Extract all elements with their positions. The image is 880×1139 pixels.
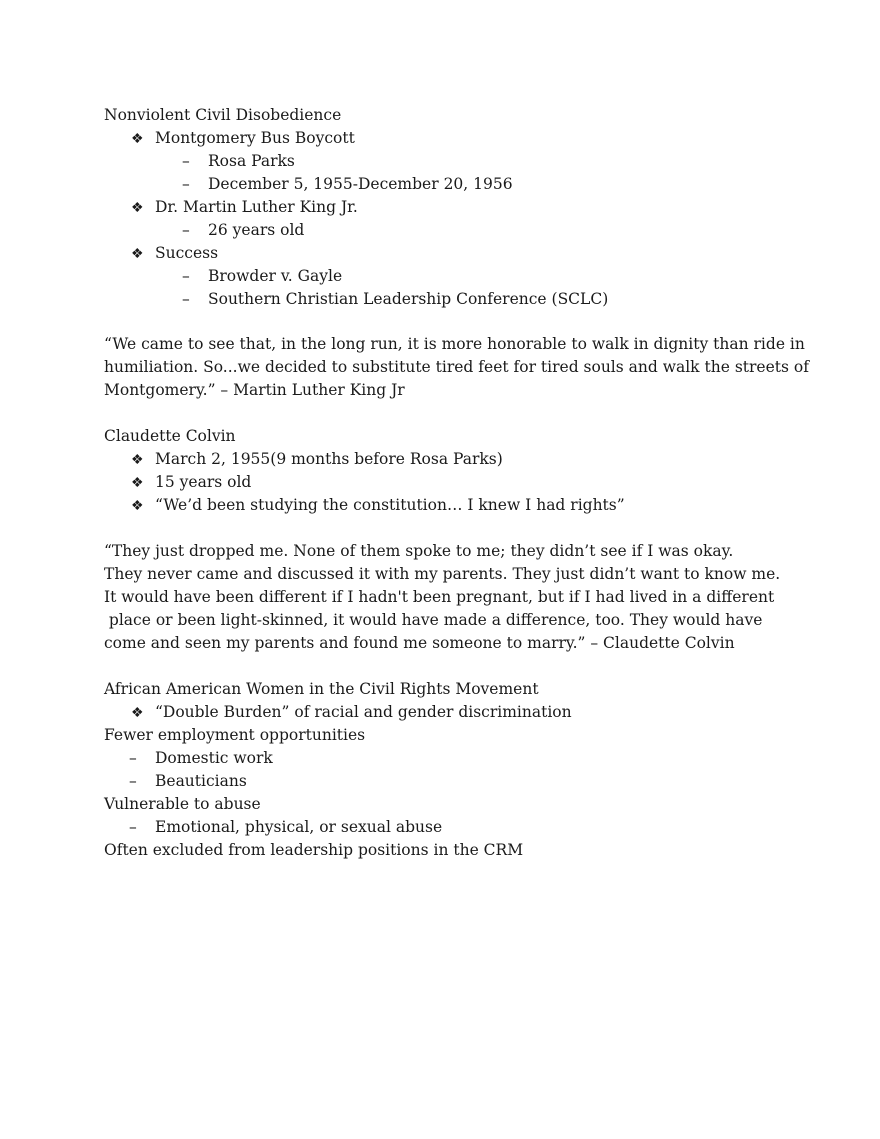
bullet-label: Montgomery Bus Boycott	[155, 129, 355, 147]
quote-line: They never came and discussed it with my parents. They just didn’t want to know me.	[104, 565, 781, 583]
diamond-bullet-icon: ❖	[131, 452, 144, 468]
sub-item-label: Southern Christian Leadership Conference (SCLC)	[208, 290, 609, 308]
dash-marker: –	[182, 175, 190, 193]
dash-marker: –	[182, 267, 190, 285]
section-heading-nonviolent: Nonviolent Civil Disobedience	[104, 106, 342, 124]
sub-item-label: Rosa Parks	[208, 152, 295, 170]
employment-heading: Fewer employment opportunities	[104, 726, 366, 744]
dash-marker: –	[129, 818, 137, 836]
abuse-heading: Vulnerable to abuse	[104, 795, 261, 813]
bullet-item	[131, 494, 625, 517]
quote-line: It would have been different if I hadn't been pregnant, but if I had lived in a different	[104, 588, 775, 606]
diamond-bullet-icon: ❖	[131, 475, 144, 491]
section-heading-claudette-colvin: Claudette Colvin	[104, 427, 236, 445]
dash-marker: –	[182, 290, 190, 308]
sub-item-label: Beauticians	[155, 772, 247, 790]
sub-item-label: Domestic work	[155, 749, 273, 767]
sub-item	[129, 747, 273, 770]
sub-item	[182, 219, 304, 242]
dash-marker: –	[129, 749, 137, 767]
bullet-label: Dr. Martin Luther King Jr.	[155, 198, 358, 216]
quote-line: “They just dropped me. None of them spoke to me; they didn’t see if I was okay.	[104, 542, 734, 560]
bullet-item	[131, 127, 355, 150]
sub-item	[182, 265, 342, 288]
diamond-bullet-icon: ❖	[131, 246, 144, 262]
dash-marker: –	[182, 221, 190, 239]
quote-line: “We came to see that, in the long run, it is more honorable to walk in dignity than ride in	[104, 335, 805, 353]
diamond-bullet-icon: ❖	[131, 705, 144, 721]
bullet-item	[131, 701, 572, 724]
diamond-bullet-icon: ❖	[131, 498, 144, 514]
bullet-item	[131, 471, 251, 494]
diamond-bullet-icon: ❖	[131, 200, 144, 216]
sub-item	[182, 288, 608, 311]
bullet-label: 15 years old	[155, 473, 252, 491]
sub-item-label: December 5, 1955-December 20, 1956	[208, 175, 513, 193]
sub-item	[129, 816, 442, 839]
sub-item	[129, 770, 247, 793]
leadership-line: Often excluded from leadership positions in the CRM	[104, 841, 524, 859]
bullet-label: “We’d been studying the constitution… I knew I had rights”	[155, 496, 625, 514]
bullet-label: “Double Burden” of racial and gender discrimination	[155, 703, 572, 721]
bullet-label: Success	[155, 244, 219, 262]
sub-item-label: 26 years old	[208, 221, 305, 239]
sub-item-label: Emotional, physical, or sexual abuse	[155, 818, 443, 836]
quote-line: place or been light-skinned, it would have made a difference, too. They would have	[104, 611, 763, 629]
section-heading-women-crm: African American Women in the Civil Rights Movement	[104, 680, 539, 698]
diamond-bullet-icon: ❖	[131, 131, 144, 147]
sub-item-label: Browder v. Gayle	[208, 267, 343, 285]
bullet-item	[131, 448, 503, 471]
quote-line: Montgomery.” – Martin Luther King Jr	[104, 381, 405, 399]
dash-marker: –	[182, 152, 190, 170]
sub-item	[182, 173, 513, 196]
bullet-item	[131, 196, 358, 219]
bullet-label: March 2, 1955(9 months before Rosa Parks)	[155, 450, 503, 468]
quote-line: come and seen my parents and found me someone to marry.” – Claudette Colvin	[104, 634, 735, 652]
sub-item	[182, 150, 295, 173]
quote-line: humiliation. So...we decided to substitute tired feet for tired souls and walk the streets of	[104, 358, 809, 376]
bullet-item	[131, 242, 218, 265]
dash-marker: –	[129, 772, 137, 790]
